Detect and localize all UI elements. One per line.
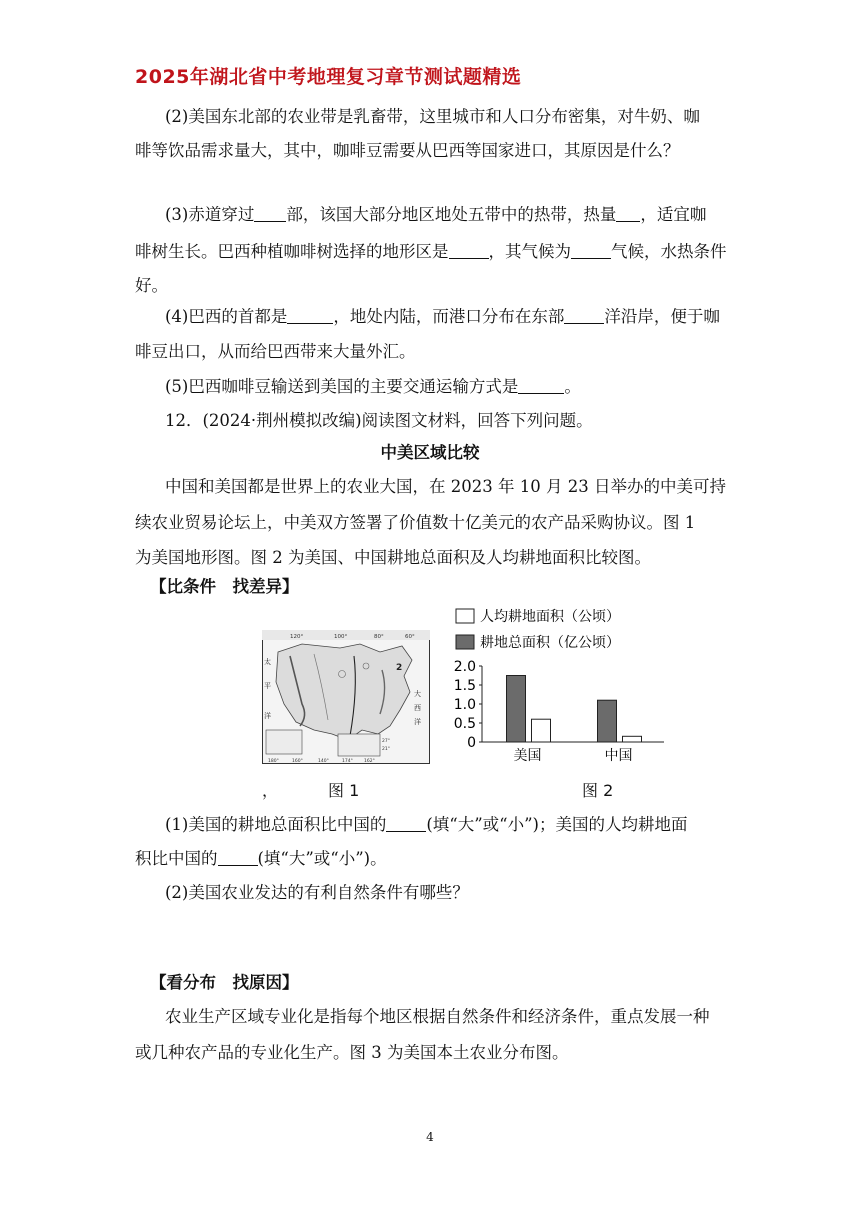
q11-part3-line3: 好。 [135, 276, 168, 295]
answer-blank[interactable] [449, 240, 489, 259]
text-fragment: (填“大”或“小”)；美国的人均耕地面 [426, 815, 688, 834]
q12-sub2: (2)美国农业发达的有利自然条件有哪些？ [165, 883, 469, 902]
text-fragment: (4)巴西的首都是 [165, 307, 288, 326]
lon-label: 60° [405, 634, 415, 640]
text-fragment: 部，该国大部分地区地处五带中的热带，热量 [286, 205, 617, 224]
y-tick-label: 1.0 [453, 697, 476, 713]
q12-para-line2: 续农业贸易论坛上，中美双方签署了价值数十亿美元的农产品采购协议。图 1 [135, 513, 696, 532]
x-category-label: 美国 [513, 748, 542, 764]
page-number: 4 [426, 1130, 434, 1144]
bar-total-area [598, 700, 617, 742]
q12-para2-line2: 或几种农产品的专业化生产。图 3 为美国本土农业分布图。 [135, 1043, 569, 1062]
legend-label-total: 耕地总面积（亿公顷） [480, 635, 620, 651]
answer-blank[interactable] [571, 240, 611, 259]
map-place-label: 平 [264, 682, 271, 690]
answer-blank[interactable] [518, 375, 564, 394]
y-tick-label: 0.5 [453, 716, 476, 732]
q12-intro: 12．(2024·荆州模拟改编)阅读图文材料，回答下列问题。 [165, 411, 593, 430]
text-fragment: 洋沿岸，便于咖 [604, 307, 720, 326]
q11-part5 [165, 370, 765, 404]
figure-2-caption: 图 2 [582, 781, 614, 800]
alaska-inset [266, 730, 302, 754]
answer-blank[interactable] [564, 305, 604, 324]
figure-1-caption: 图 1 [328, 781, 360, 800]
chart-bars [507, 676, 642, 743]
answer-blank[interactable] [254, 203, 286, 222]
y-tick-label: 0 [467, 735, 476, 751]
q12-sub1-line1 [165, 808, 765, 842]
text-fragment: (填“大”或“小”)。 [257, 849, 387, 868]
map-place-label: 大 [414, 690, 421, 698]
q12-section-title: 中美区域比较 [380, 443, 480, 462]
chart-axes [454, 659, 664, 764]
q11-part2-line1: (2)美国东北部的农业带是乳畜带，这里城市和人口分布密集，对牛奶、咖 [165, 107, 700, 126]
text-fragment: 。 [564, 377, 581, 396]
text-fragment: 啡树生长。巴西种植咖啡树选择的地形区是 [135, 242, 449, 261]
q11-part3-line1 [165, 198, 765, 232]
heading-compare-conditions: 【比条件 找差异】 [150, 577, 299, 596]
text-fragment: (1)美国的耕地总面积比中国的 [165, 815, 387, 834]
text-fragment: ，其气候为 [488, 242, 571, 261]
chart-legend [456, 608, 620, 651]
q11-part2-line2: 啡等饮品需求量大，其中，咖啡豆需要从巴西等国家进口，其原因是什么？ [135, 141, 680, 160]
y-tick-label: 2.0 [453, 659, 476, 675]
bottom-lon-label: 140° [318, 759, 329, 764]
us-topographic-map [262, 630, 430, 764]
q11-part4-line2: 啡豆出口，从而给巴西带来大量外汇。 [135, 342, 416, 361]
map-place-label: 2 [396, 663, 403, 673]
legend-label-per-capita: 人均耕地面积（公顷） [480, 609, 620, 625]
map-place-label: 洋 [264, 712, 271, 720]
map-place-label: 西 [414, 704, 421, 712]
q12-para2-line1: 农业生产区域专业化是指每个地区根据自然条件和经济条件，重点发展一种 [165, 1007, 710, 1026]
text-fragment: 积比中国的 [135, 849, 218, 868]
legend-swatch-total [456, 635, 474, 649]
answer-blank[interactable] [218, 847, 258, 866]
text-fragment: ，地处内陆，而港口分布在东部 [333, 307, 565, 326]
y-tick-label: 1.5 [453, 678, 476, 694]
q11-part4-line1 [165, 300, 765, 334]
q12-sub1-line2 [135, 842, 735, 876]
bar-per-capita [623, 736, 642, 742]
cropland-comparison-chart [440, 600, 670, 770]
answer-blank[interactable] [386, 813, 426, 832]
text-fragment: (5)巴西咖啡豆输送到美国的主要交通运输方式是 [165, 377, 519, 396]
bottom-lon-label: 160° [292, 759, 303, 764]
map-place-label: 洋 [414, 718, 421, 726]
page-header-title: 2025年湖北省中考地理复习章节测试题精选 [135, 66, 522, 88]
x-category-label: 中国 [604, 748, 633, 764]
lat-label: 21° [382, 747, 390, 752]
lat-label: 27° [382, 739, 390, 744]
map-place-label: 太 [264, 658, 271, 666]
lon-label: 100° [334, 634, 348, 640]
lon-label: 80° [374, 634, 384, 640]
bottom-lon-label: 174° [342, 759, 353, 764]
bar-per-capita [532, 719, 551, 742]
text-fragment: (3)赤道穿过 [165, 205, 255, 224]
hawaii-inset [338, 734, 380, 756]
bottom-lon-label: 180° [268, 759, 279, 764]
text-fragment: ，适宜咖 [640, 205, 707, 224]
answer-blank[interactable] [616, 203, 640, 222]
bottom-lon-label: 162° [364, 759, 375, 764]
q12-para-line1: 中国和美国都是世界上的农业大国，在 2023 年 10 月 23 日举办的中美可持 [165, 477, 726, 496]
q11-part3-line2 [135, 235, 735, 269]
fig1-comma: ， [262, 781, 279, 800]
heading-distribution-reasons: 【看分布 找原因】 [150, 973, 299, 992]
text-fragment: 气候，水热条件 [611, 242, 727, 261]
answer-blank[interactable] [287, 305, 333, 324]
legend-swatch-per-capita [456, 609, 474, 623]
lon-label: 120° [290, 634, 304, 640]
bar-total-area [507, 676, 526, 743]
q12-para-line3: 为美国地形图。图 2 为美国、中国耕地总面积及人均耕地面积比较图。 [135, 548, 651, 567]
